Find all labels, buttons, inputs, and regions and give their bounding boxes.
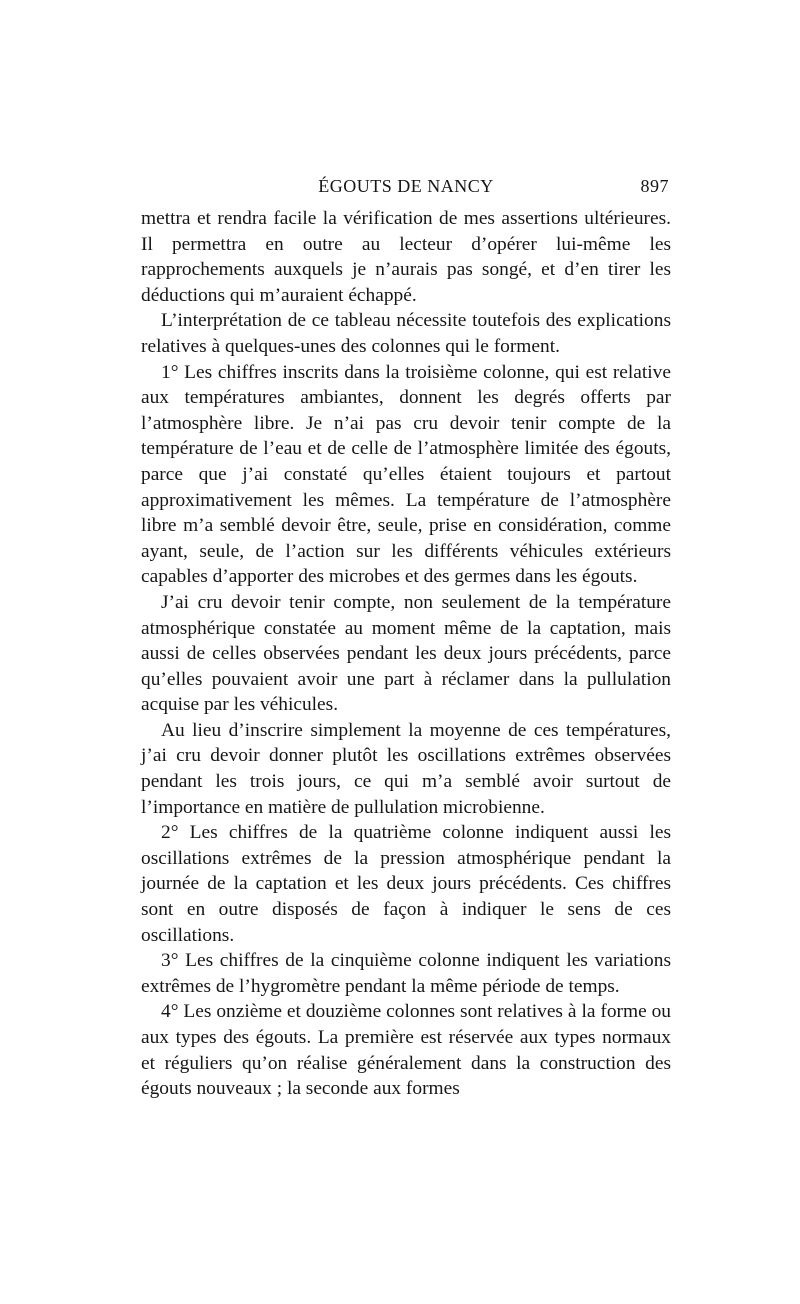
paragraph-interpretation: L’interprétation de ce tableau nécessite toutefois des explications relatives à quelques-unes des colonnes qui le forment. xyxy=(141,310,671,357)
paragraph-temperature: J’ai cru devoir tenir compte, non seulement de la température atmosphérique constatée au moment même de la captation, mais aussi de celles observées pendant les deux jours précédents, parce qu’elles pouvaient avoir une part à réclamer dans la pullulation acquise par les véhicules. xyxy=(141,591,671,716)
running-title: ÉGOUTS DE NANCY xyxy=(318,176,494,196)
paragraph-eleventh-twelfth-columns: 4° Les onzième et douzième colonnes sont relatives à la forme ou aux types des égouts. La première est réservée aux types normaux et réguliers qu’on réalise généralement dans la construction des égouts nouveaux ; la seconde aux formes xyxy=(141,1001,671,1100)
paragraph-oscillations: Au lieu d’inscrire simplement la moyenne de ces températures, j’ai cru devoir donner plutôt les oscillations extrêmes observées pendant les trois jours, ce qui m’a semblé avoir surtout de l’importance en matière de pullulation microbienne. xyxy=(141,719,671,818)
document-page xyxy=(141,170,671,1102)
page-number: 897 xyxy=(640,176,669,196)
paragraph-fourth-column: 2° Les chiffres de la quatrième colonne indiquent aussi les oscillations extrêmes de la pression atmosphérique pendant la journée de la captation et les deux jours précédents. Ces chiffres sont en outre disposés de façon à indiquer le sens de ces oscillations. xyxy=(141,822,671,946)
paragraph-continuation: mettra et rendra facile la vérification de mes assertions ultérieures. Il permettra en outre au lecteur d’opérer lui-même les rapprochements auxquels je n’aurais pas songé, et d’en tirer les déductions qui m’auraient échappé. xyxy=(141,208,671,306)
paragraph-third-column: 1° Les chiffres inscrits dans la troisième colonne, qui est relative aux températures ambiantes, donnent les degrés offerts par l’atmosphère libre. Je n’ai pas cru devoir tenir compte de la température de l’eau et de celle de l’atmosphère limitée des égouts, parce que j’ai constaté qu’elles étaient toujours et partout approximativement les mêmes. La température de l’atmosphère libre m’a semblé devoir être, seule, prise en considération, comme ayant, seule, de l’action sur les différents véhicules extérieurs capables d’apporter des microbes et des germes dans les égouts. xyxy=(141,361,671,588)
body-text xyxy=(141,206,671,1102)
running-header xyxy=(141,170,671,200)
paragraph-fifth-column: 3° Les chiffres de la cinquième colonne indiquent les variations extrêmes de l’hygromètre pendant la même période de temps. xyxy=(141,950,671,997)
